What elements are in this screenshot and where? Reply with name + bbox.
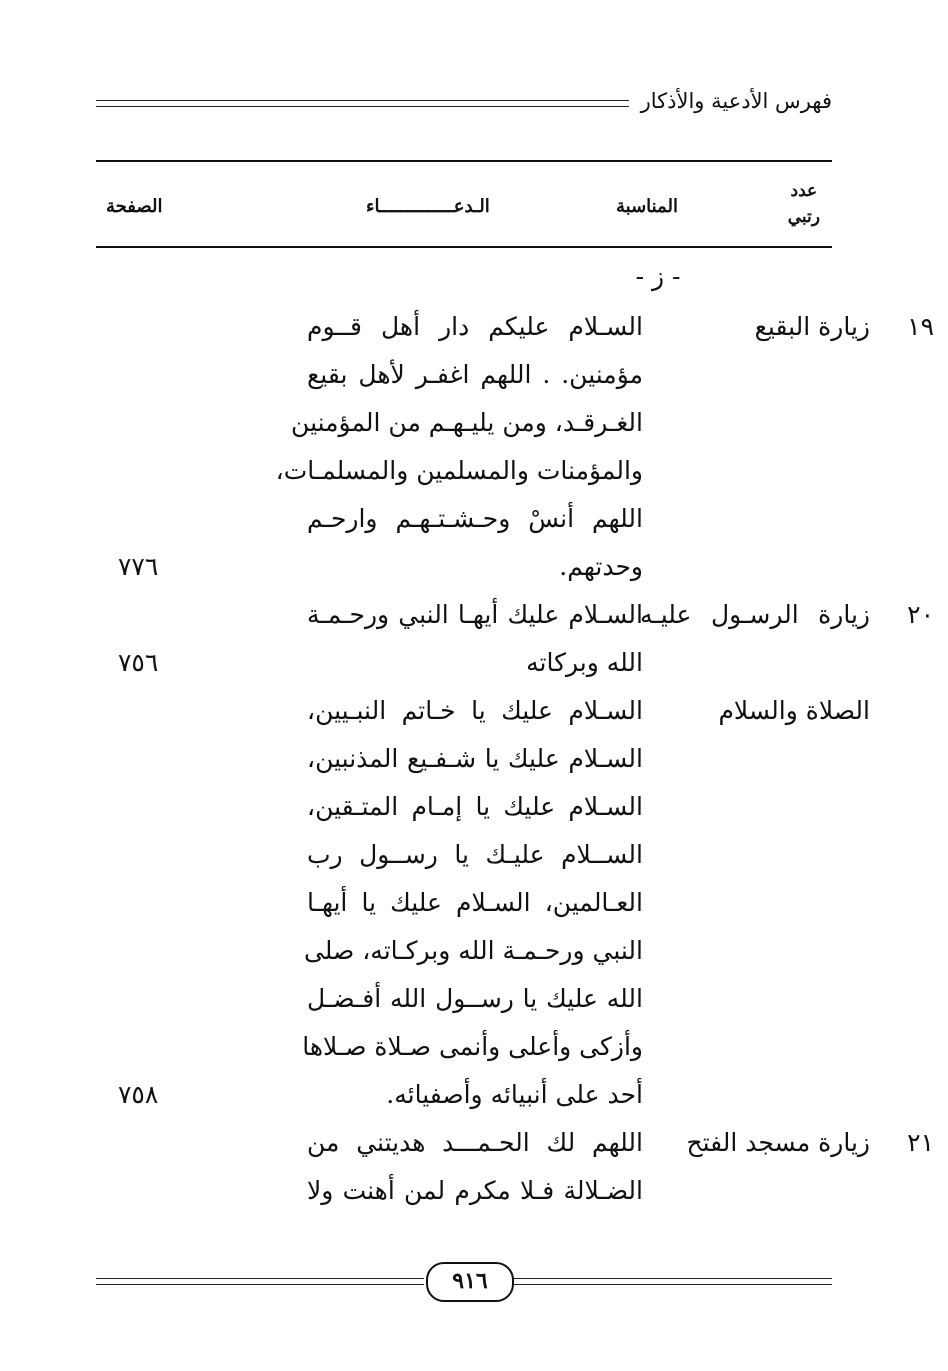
entry-number: ٢٠ [907, 600, 934, 629]
header-rule [96, 100, 629, 107]
dua-line: وأزكى وأعلى وأنمى صـلاة صـلاها [302, 1032, 643, 1061]
entry-occasion: زيارة البقيع [754, 312, 870, 341]
dua-line: السـلام عليك أيهـا النبي ورحـمـة [307, 600, 643, 629]
dua-line: اللهم أنسْ وحـشـتـهـم وارحـم [307, 504, 643, 533]
dua-line: السـلام عليك يا شـفـيع المذنبين، [307, 744, 643, 773]
header-occasion: المناسبة [616, 196, 678, 217]
dua-line: العـالمين، السـلام عليك يا أيهـا [307, 888, 643, 917]
dua-line: النبي ورحـمـة الله وبركـاته، صلى [303, 936, 643, 965]
running-header [96, 88, 832, 114]
entry-number: ١٩ [907, 312, 934, 341]
page-reference: ٧٥٨ [118, 1080, 159, 1109]
dua-line: الله عليك يا رســول الله أفـضـل [307, 984, 643, 1013]
footer-rule-left [96, 1278, 424, 1285]
dua-line: السـلام عليكم دار أهل قــوم [307, 312, 643, 341]
dua-line: وحدتهم. [559, 552, 643, 581]
page-reference: ٧٥٦ [118, 648, 159, 677]
entry-occasion-continued: الصلاة والسلام [718, 696, 870, 725]
page-reference: ٧٧٦ [118, 552, 159, 581]
entry-occasion: زيارة الرسـول عليـه [640, 600, 870, 629]
page-footer [96, 1262, 832, 1302]
section-letter: - ز - [635, 262, 681, 291]
entry-occasion: زيارة مسجد الفتح [686, 1128, 870, 1157]
dua-line: أحد على أنبيائه وأصفيائه. [386, 1080, 643, 1109]
header-page: الصفحة [106, 196, 163, 217]
dua-line: الســلام عليـك يا رســول رب [307, 840, 643, 869]
dua-line: السـلام عليك يا خـاتم النبـيين، [307, 696, 643, 725]
header-number [788, 178, 820, 230]
dua-line: اللهم لك الحـمـــد هديتني من [307, 1128, 643, 1157]
dua-line: الغـرقـد، ومن يليـهـم من المؤمنين [291, 408, 643, 437]
entry-number: ٢١ [907, 1128, 934, 1157]
dua-line: الله وبركاته [526, 648, 643, 677]
header-number-line2: رتبي [787, 207, 820, 227]
header-dua: الـدعــــــــــــــاء [366, 196, 490, 217]
dua-line: مؤمنين. . اللهم اغفـر لأهل بقيع [307, 360, 643, 389]
footer-rule-right [512, 1278, 832, 1285]
dua-line: والمؤمنات والمسلمين والمسلمـات، [275, 456, 643, 485]
page-number: ٩١٦ [426, 1262, 514, 1302]
dua-line: الضـلالة فـلا مكرم لمن أهنت ولا [307, 1176, 643, 1205]
dua-line: السـلام عليك يا إمـام المتـقين، [307, 792, 643, 821]
header-number-line1: عدد [790, 181, 818, 201]
running-title: فهرس الأدعية والأذكار [640, 89, 832, 113]
table-header [96, 160, 832, 248]
